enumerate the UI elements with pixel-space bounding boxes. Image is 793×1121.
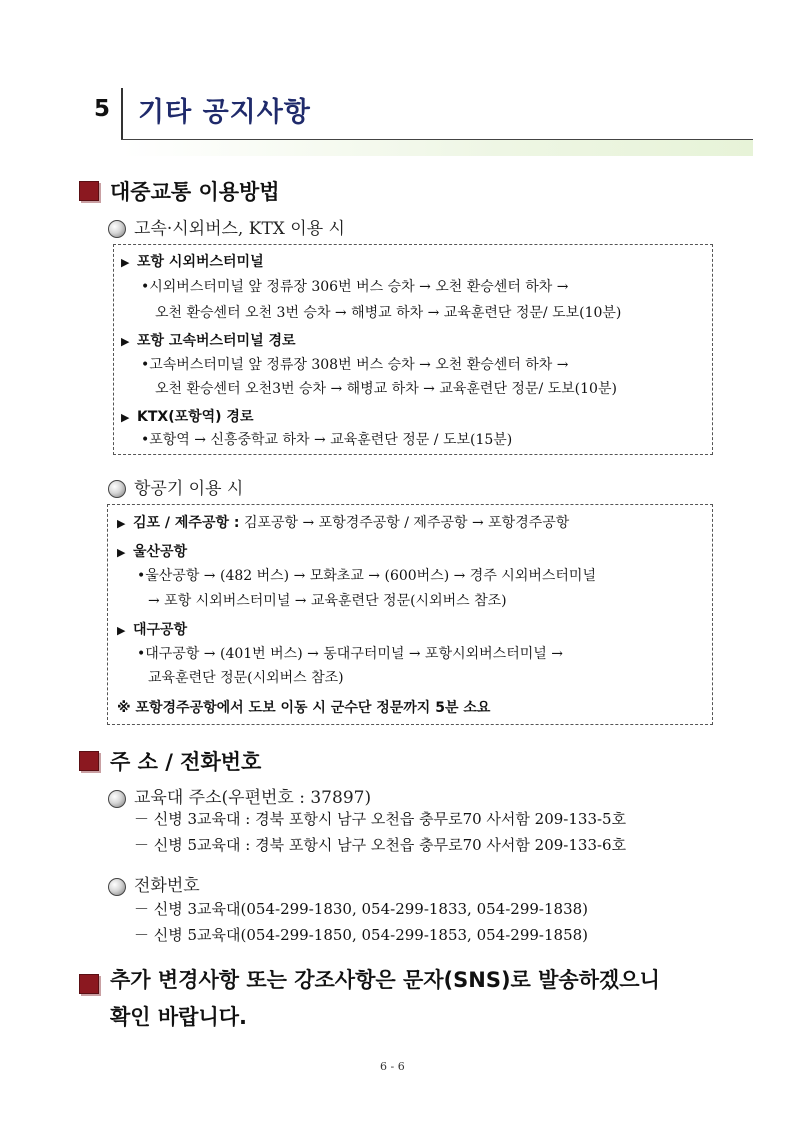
section-number: 5: [93, 96, 110, 122]
route-title: ▶ 포항 시외버스터미널: [121, 254, 264, 270]
gimpo-route: ▶ 김포 / 제주공항 : 김포공항 → 포항경주공항 / 제주공항 → 포항경주공항: [117, 515, 570, 531]
air-subheading: 항공기 이용 시: [134, 479, 244, 499]
square-bullet-icon: [79, 181, 99, 201]
address-line: － 신병 5교육대 : 경북 포항시 남구 오천읍 충무로70 사서함 209-133-6호: [134, 836, 627, 854]
circle-bullet-icon: [108, 790, 126, 808]
phone-line: － 신병 3교육대(054-299-1830, 054-299-1833, 054-299-1838): [134, 900, 589, 918]
bus-subheading: 고속·시외버스, KTX 이용 시: [134, 219, 345, 239]
route-line: 오천 환승센터 오천 3번 승차 → 해병교 하차 → 교육훈련단 정문/ 도보(10분): [155, 305, 622, 321]
final-notice-line: 추가 변경사항 또는 강조사항은 문자(SNS)로 발송하겠으니: [110, 968, 660, 992]
route-line: •시외버스터미널 앞 정류장 306번 버스 승차 → 오천 환승센터 하차 →: [141, 279, 569, 295]
route-line: •울산공항 → (482 버스) → 모화초교 → (600버스) → 경주 시외버스터미널: [137, 568, 596, 584]
square-bullet-icon: [79, 974, 99, 994]
address-subheading: 교육대 주소(우편번호 : 37897): [134, 788, 372, 808]
final-notice-line: 확인 바랍니다.: [110, 1005, 248, 1029]
triangle-bullet-icon: ▶: [117, 624, 126, 637]
triangle-bullet-icon: ▶: [121, 411, 130, 424]
ulsan-title: ▶ 울산공항: [117, 544, 188, 560]
circle-bullet-icon: [108, 480, 126, 498]
transit-heading: 대중교통 이용방법: [110, 180, 280, 204]
airport-walk-note: ※ 포항경주공항에서 도보 이동 시 군수단 정문까지 5분 소요: [117, 700, 491, 716]
page-number: 6 - 6: [380, 1060, 405, 1073]
route-title: ▶ 포항 고속버스터미널 경로: [121, 333, 296, 349]
triangle-bullet-icon: ▶: [117, 546, 126, 559]
phone-subheading: 전화번호: [134, 876, 200, 896]
section-band: [122, 140, 753, 156]
route-line: 교육훈련단 정문(시외버스 참조): [148, 670, 344, 686]
route-line: •포항역 → 신흥중학교 하차 → 교육훈련단 정문 / 도보(15분): [141, 432, 513, 448]
route-line: •대구공항 → (401번 버스) → 동대구터미널 → 포항시외버스터미널 →: [137, 646, 563, 662]
circle-bullet-icon: [108, 878, 126, 896]
section-title: 기타 공지사항: [138, 96, 311, 128]
triangle-bullet-icon: ▶: [121, 256, 130, 269]
route-title: ▶ KTX(포항역) 경로: [121, 409, 254, 425]
route-line: → 포항 시외버스터미널 → 교육훈련단 정문(시외버스 참조): [148, 593, 507, 609]
triangle-bullet-icon: ▶: [121, 335, 130, 348]
route-line: •고속버스터미널 앞 정류장 308번 버스 승차 → 오천 환승센터 하차 →: [141, 357, 569, 373]
section-divider: [121, 88, 123, 140]
phone-line: － 신병 5교육대(054-299-1850, 054-299-1853, 054-299-1858): [134, 926, 589, 944]
daegu-title: ▶ 대구공항: [117, 622, 188, 638]
route-line: 오천 환승센터 오천3번 승차 → 해병교 하차 → 교육훈련단 정문/ 도보(10분): [155, 381, 617, 397]
triangle-bullet-icon: ▶: [117, 517, 126, 530]
air-route-box: [107, 504, 713, 725]
address-heading: 주 소 / 전화번호: [110, 750, 262, 774]
square-bullet-icon: [79, 751, 99, 771]
circle-bullet-icon: [108, 220, 126, 238]
address-line: － 신병 3교육대 : 경북 포항시 남구 오천읍 충무로70 사서함 209-133-5호: [134, 810, 627, 828]
